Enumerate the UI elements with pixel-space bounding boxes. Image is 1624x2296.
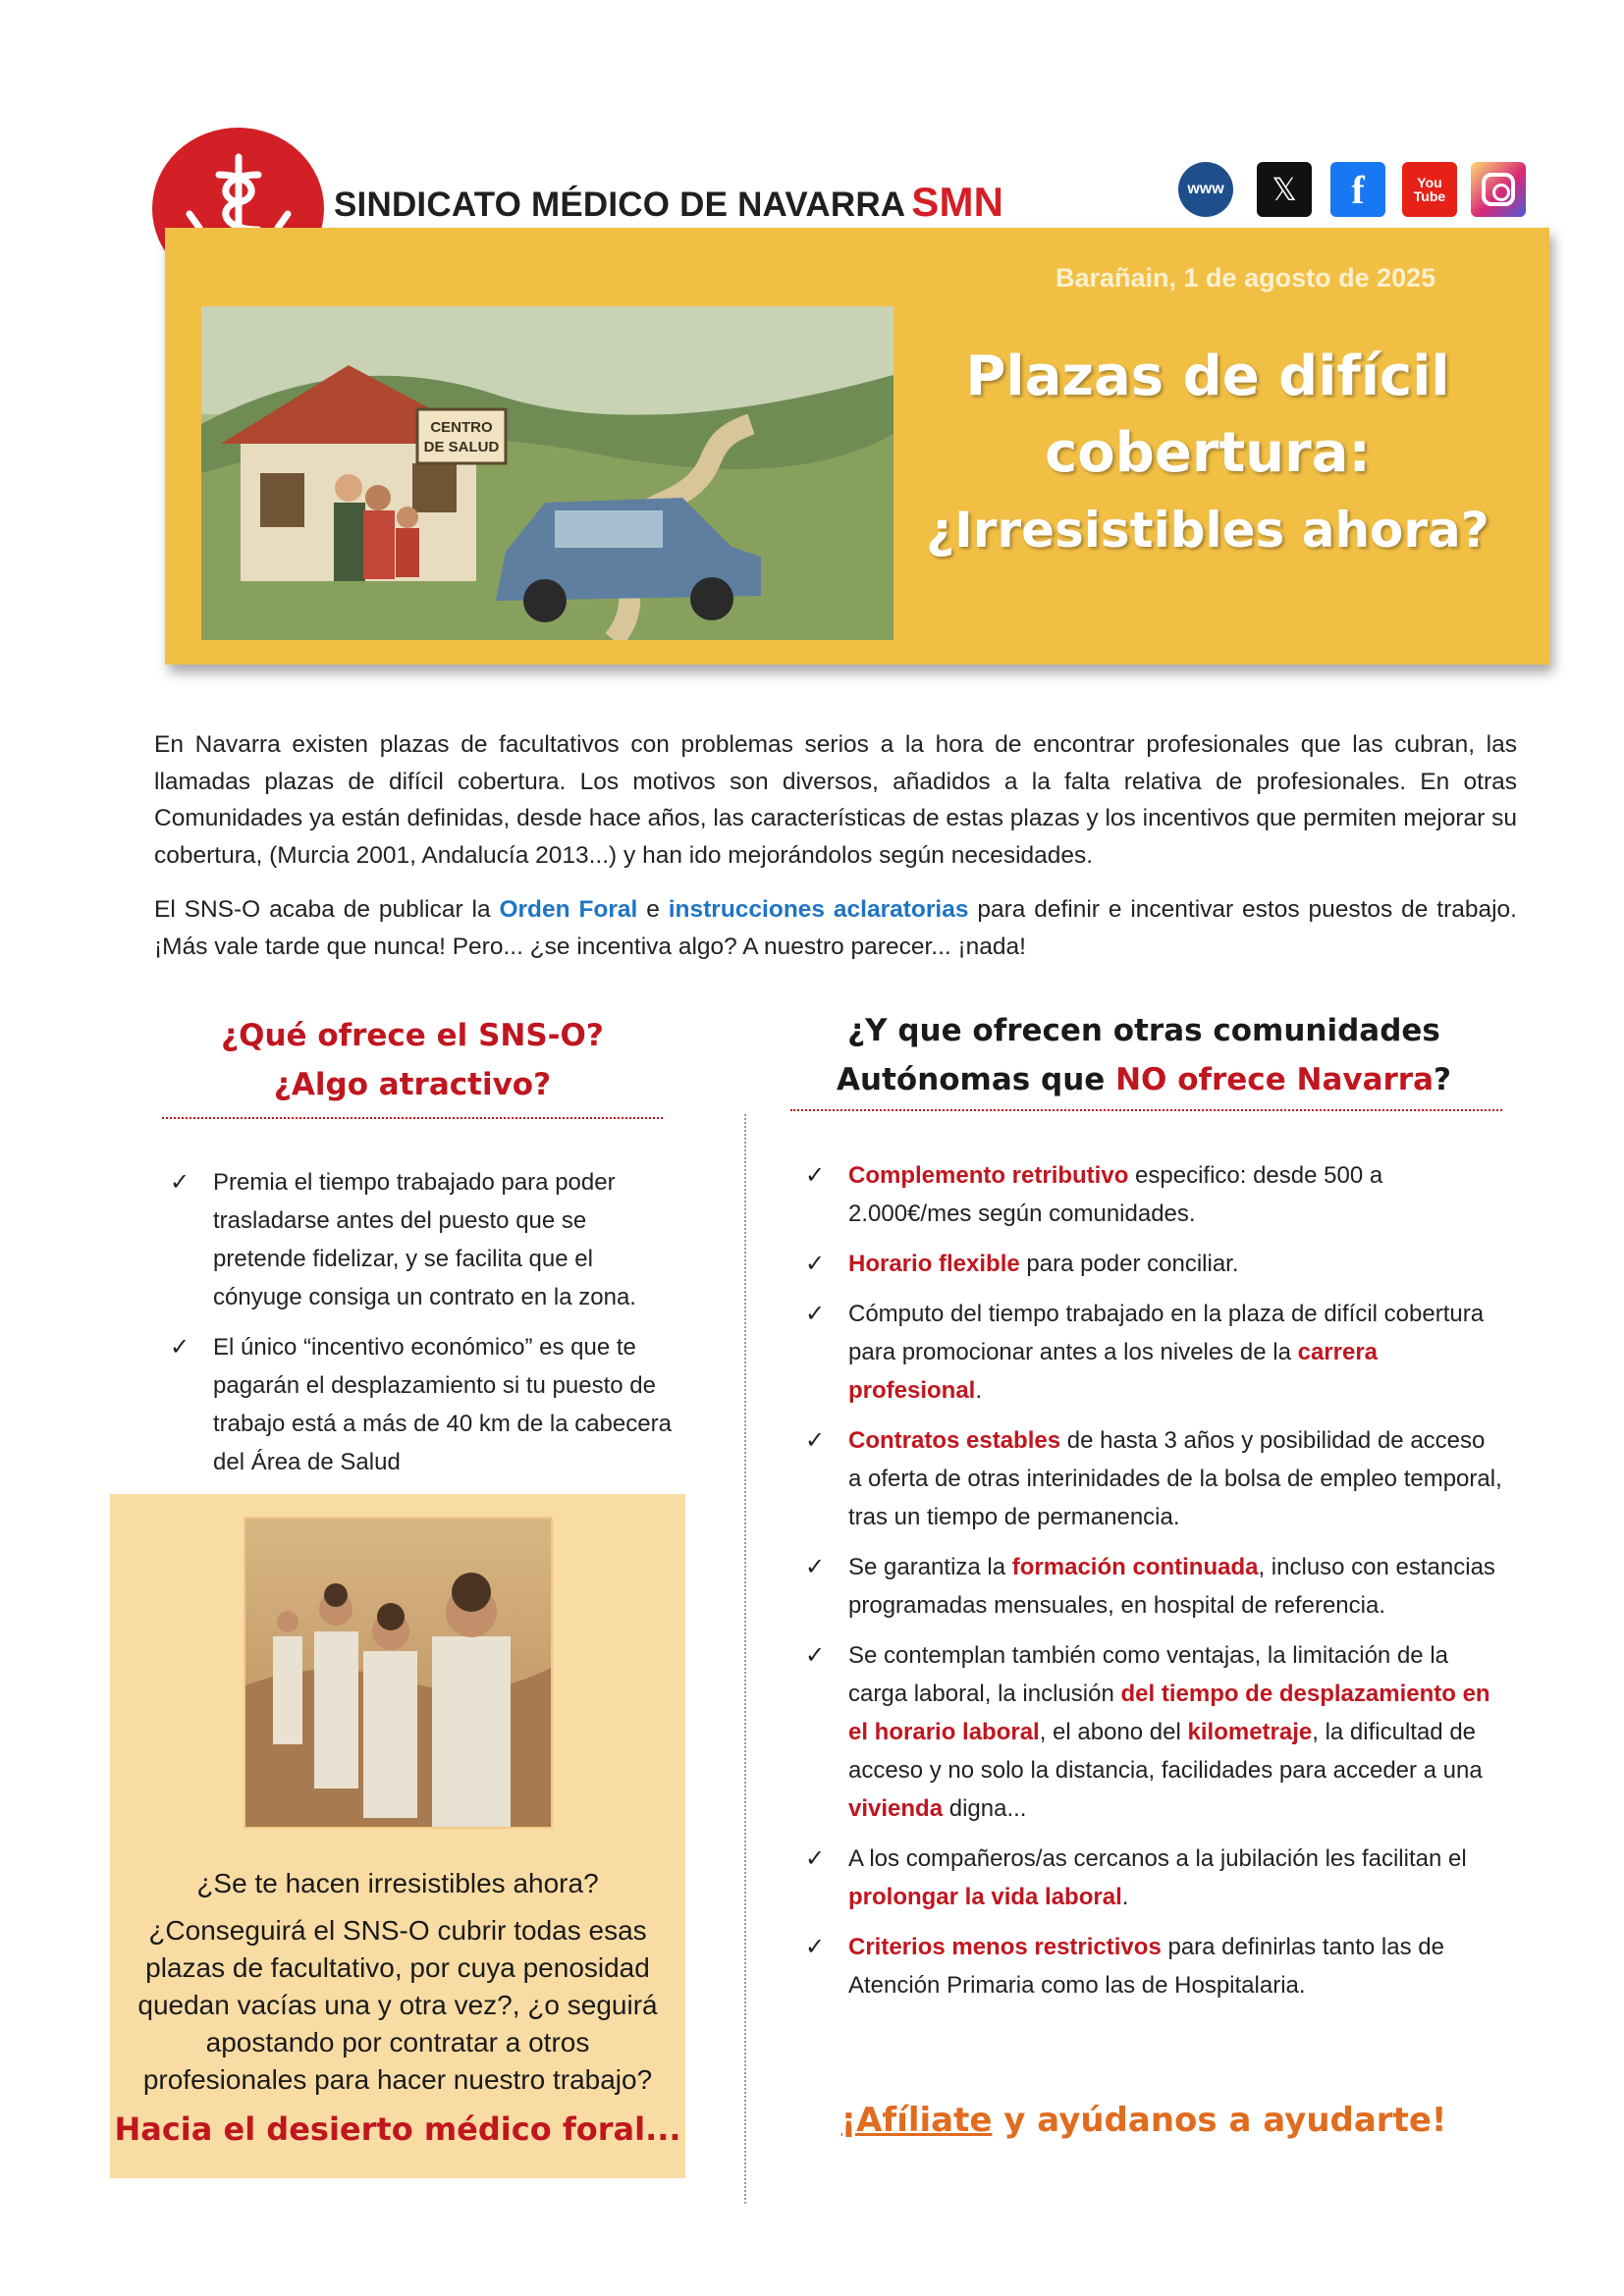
list-item-text: para definirlas tanto las de Atención Primaria como las de Hospitalaria. bbox=[848, 1934, 1444, 1999]
intro-paragraph-1: En Navarra existen plazas de facultativos con problemas serios a la hora de encontrar profesionales que las cubran, las llamadas plazas de difícil cobertura. Los motivos son diversos, añadidos a la falta relativa de profesionales. En otras Comunidades ya están definidas, desde hace años, las características de estas plazas y los incentivos que permiten mejorar su cobertura, (Murcia 2001, Andalucía 2013...) y han ido mejorándolos según necesidades. bbox=[154, 731, 1517, 869]
highlight: prolongar la vida laboral bbox=[848, 1884, 1122, 1910]
other-communities-list bbox=[797, 1156, 1504, 2016]
list-item-text: , incluso con estancias programadas mensuales, en hospital de referencia. bbox=[848, 1554, 1495, 1619]
check-icon: ✓ bbox=[805, 1301, 826, 1327]
intro-paragraph-2 bbox=[154, 891, 1517, 965]
rh-text-a: Autónomas que bbox=[837, 1062, 1116, 1097]
list-item bbox=[162, 1163, 673, 1316]
highlight: Contratos estables bbox=[848, 1427, 1061, 1454]
highlight: Criterios menos restrictivos bbox=[848, 1934, 1162, 1960]
callout-question-2: ¿Conseguirá el SNS-O cubrir todas esas plazas de facultativo, por cuya penosidad quedan vacías una y otra vez?, ¿o seguirá apostando por contratar a otros profesionales para hacer nuestro trabajo? bbox=[137, 1915, 658, 2095]
rh-question: ? bbox=[1434, 1062, 1451, 1097]
sns-offer-list bbox=[162, 1163, 673, 1493]
instagram-icon[interactable] bbox=[1471, 162, 1526, 217]
check-icon: ✓ bbox=[805, 1642, 826, 1669]
desert-doctors-illustration bbox=[244, 1517, 553, 1829]
list-item-text: Premia el tiempo trabajado para poder trasladarse antes del puesto que se pretende fidelizar, y se facilita que el cónyuge consiga un contrato en la zona. bbox=[213, 1169, 636, 1310]
title-line-1: Plazas de difícil bbox=[965, 345, 1450, 408]
list-item-text: Se garantiza la bbox=[848, 1554, 1012, 1580]
left-heading-line-1: ¿Qué ofrece el SNS-O? bbox=[221, 1018, 604, 1053]
check-icon: ✓ bbox=[805, 1427, 826, 1454]
list-item bbox=[797, 1548, 1504, 1625]
list-item bbox=[797, 1840, 1504, 1916]
org-abbr: SMN bbox=[911, 179, 1004, 225]
org-name bbox=[334, 179, 1003, 226]
check-icon: ✓ bbox=[805, 1934, 826, 1960]
check-icon: ✓ bbox=[805, 1251, 826, 1277]
left-heading-divider bbox=[162, 1117, 663, 1119]
list-item-text: . bbox=[1121, 1884, 1129, 1910]
website-label: www bbox=[1187, 181, 1224, 197]
p2-text-a: El SNS-O acaba de publicar la bbox=[154, 896, 500, 923]
list-item-text: de hasta 3 años y posibilidad de acceso a oferta de otras interinidades de la bolsa de empleo temporal, tras un tiempo de permanencia. bbox=[848, 1427, 1502, 1530]
highlight: del tiempo de desplazamiento en el horario laboral bbox=[848, 1681, 1490, 1745]
list-item-text: A los compañeros/as cercanos a la jubilación les facilitan el bbox=[848, 1845, 1467, 1872]
right-column-heading bbox=[785, 1006, 1502, 1104]
list-item-text: para poder conciliar. bbox=[1019, 1251, 1239, 1277]
list-item bbox=[797, 1928, 1504, 2004]
facebook-label: f bbox=[1351, 167, 1365, 212]
column-divider bbox=[744, 1114, 746, 2204]
youtube-icon[interactable] bbox=[1402, 162, 1457, 217]
list-item-text: especifico: desde 500 a 2.000€/mes según comunidades. bbox=[848, 1162, 1383, 1227]
highlight: kilometraje bbox=[1187, 1719, 1313, 1745]
title-line-3: ¿Irresistibles ahora? bbox=[926, 502, 1489, 559]
list-item bbox=[797, 1245, 1504, 1283]
list-item-text: , la dificultad de acceso y no solo la distancia, facilidades para acceder a una bbox=[848, 1719, 1483, 1784]
website-icon[interactable] bbox=[1178, 162, 1233, 217]
p2-text-b: e bbox=[637, 896, 669, 923]
highlight: formación continuada bbox=[1011, 1554, 1259, 1580]
join-link[interactable]: ¡Afíliate bbox=[840, 2101, 993, 2140]
sign-line1: CENTRO bbox=[430, 419, 493, 436]
highlight: Horario flexible bbox=[848, 1251, 1020, 1277]
list-item-text: Se contemplan también como ventajas, la limitación de la carga laboral, la inclusión bbox=[848, 1642, 1448, 1707]
instrucciones-link[interactable]: instrucciones aclaratorias bbox=[668, 896, 969, 923]
banner-title bbox=[913, 339, 1502, 568]
list-item-text: El único “incentivo económico” es que te pagarán el desplazamiento si tu puesto de trabajo está a más de 40 km de la cabecera del Área de Salud bbox=[213, 1334, 672, 1475]
list-item bbox=[797, 1295, 1504, 1410]
facebook-icon[interactable] bbox=[1330, 162, 1385, 217]
check-icon: ✓ bbox=[805, 1554, 826, 1580]
intro-text bbox=[154, 726, 1517, 983]
check-icon: ✓ bbox=[805, 1162, 826, 1189]
health-center-illustration bbox=[201, 306, 893, 640]
list-item bbox=[797, 1636, 1504, 1828]
youtube-label: You Tube bbox=[1413, 175, 1446, 204]
join-call-to-action bbox=[785, 2101, 1502, 2140]
callout-question-1: ¿Se te hacen irresistibles ahora? bbox=[196, 1868, 599, 1898]
x-label: 𝕏 bbox=[1272, 172, 1297, 207]
x-twitter-icon[interactable] bbox=[1257, 162, 1312, 217]
rh-no: NO bbox=[1115, 1062, 1167, 1097]
list-item-text: digna... bbox=[943, 1795, 1027, 1822]
highlight: carrera profesional bbox=[848, 1339, 1379, 1404]
list-item bbox=[162, 1328, 673, 1481]
list-item-text: Cómputo del tiempo trabajado en la plaza de difícil cobertura para promocionar antes a los niveles de la bbox=[848, 1301, 1485, 1365]
check-icon: ✓ bbox=[170, 1334, 190, 1361]
title-line-2: cobertura: bbox=[1045, 421, 1371, 485]
right-heading-line-2 bbox=[785, 1055, 1502, 1104]
right-heading-line-1: ¿Y que ofrecen otras comunidades bbox=[847, 1013, 1440, 1048]
right-heading-divider bbox=[790, 1109, 1502, 1111]
sign-line2: DE SALUD bbox=[423, 439, 500, 455]
join-text: y ayúdanos a ayudarte! bbox=[992, 2101, 1447, 2140]
left-heading-line-2: ¿Algo atractivo? bbox=[273, 1067, 552, 1102]
callout-slogan: Hacia el desierto médico foral... bbox=[114, 2110, 681, 2148]
rh-text-b: ofrece Navarra bbox=[1166, 1062, 1434, 1097]
banner-date: Barañain, 1 de agosto de 2025 bbox=[1056, 263, 1436, 293]
orden-foral-link[interactable]: Orden Foral bbox=[499, 896, 638, 923]
org-name-text: SINDICATO MÉDICO DE NAVARRA bbox=[334, 186, 906, 224]
highlight: Complemento retributivo bbox=[848, 1162, 1129, 1189]
left-column-heading bbox=[157, 1011, 668, 1109]
list-item-text: , el abono del bbox=[1039, 1719, 1188, 1745]
p2-text-c: para definir e incentivar estos puestos de trabajo. ¡Más vale tarde que nunca! Pero... ¿se incentiva algo? A nuestro parecer... ¡nada! bbox=[154, 896, 1517, 960]
list-item bbox=[797, 1421, 1504, 1536]
check-icon: ✓ bbox=[170, 1169, 190, 1196]
highlight: vivienda bbox=[848, 1795, 944, 1822]
check-icon: ✓ bbox=[805, 1845, 826, 1872]
list-item-text: . bbox=[975, 1377, 983, 1404]
list-item bbox=[797, 1156, 1504, 1233]
